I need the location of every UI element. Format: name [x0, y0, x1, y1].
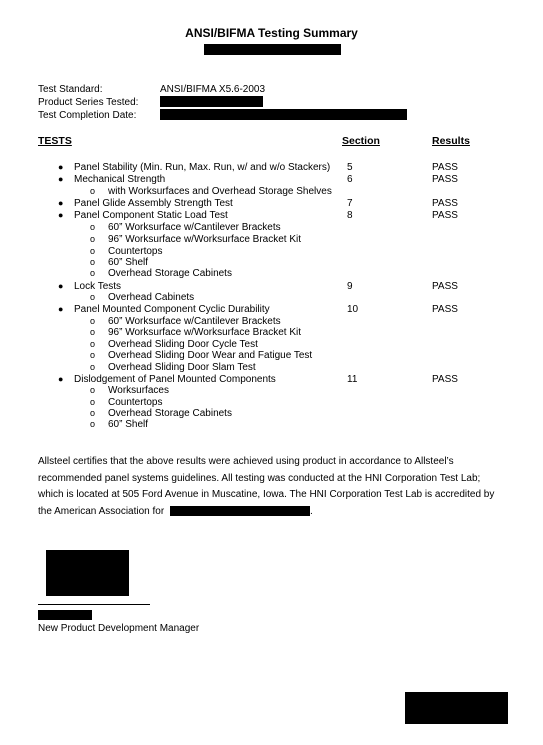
test-subitem-text: Overhead Sliding Door Cycle Test [108, 339, 258, 350]
certification-statement [38, 454, 502, 520]
test-subitem-text: 96” Worksurface w/Worksurface Bracket Kit [108, 327, 302, 338]
test-subitem [0, 327, 543, 339]
test-result: PASS [432, 174, 458, 185]
test-subitem-text: Overhead Cabinets [108, 292, 195, 303]
signer-role: New Product Development Manager [38, 623, 200, 634]
sub-bullet-icon: o [90, 350, 96, 360]
test-subitem [0, 385, 543, 397]
redacted-accreditor [170, 506, 310, 516]
test-row [0, 210, 543, 222]
redacted-footer-block [405, 692, 508, 724]
bullet-icon: ● [58, 162, 64, 172]
redacted-signer-name [38, 610, 92, 620]
sub-bullet-icon: o [90, 362, 96, 372]
sub-bullet-icon: o [90, 234, 96, 244]
bullet-icon: ● [58, 281, 64, 291]
sub-bullet-icon: o [90, 419, 96, 429]
test-result: PASS [432, 198, 458, 209]
sub-bullet-icon: o [90, 257, 96, 267]
test-section: 8 [347, 210, 353, 221]
results-header: Results [432, 135, 470, 147]
sub-bullet-icon: o [90, 397, 96, 407]
sub-bullet-icon: o [90, 268, 96, 278]
test-name: Dislodgement of Panel Mounted Components [74, 374, 276, 385]
redacted-completion-date [160, 109, 407, 120]
test-row [0, 304, 543, 316]
bullet-icon: ● [58, 174, 64, 184]
test-subitem-text: Overhead Storage Cabinets [108, 268, 232, 279]
sub-bullet-icon: o [90, 246, 96, 256]
sub-bullet-icon: o [90, 339, 96, 349]
test-section: 11 [347, 374, 358, 385]
test-name: Mechanical Strength [74, 174, 166, 185]
test-standard-label: Test Standard: [38, 84, 103, 95]
statement-line4-text: the American Association for [38, 505, 165, 517]
sub-bullet-icon: o [90, 316, 96, 326]
test-subitem-text: with Worksurfaces and Overhead Storage Shelves [108, 186, 332, 197]
test-row [0, 162, 543, 174]
test-subitem [0, 292, 543, 304]
completion-date-label: Test Completion Date: [38, 110, 137, 121]
test-subitem-text: Countertops [108, 246, 163, 257]
bullet-icon: ● [58, 304, 64, 314]
test-subitem-text: 60” Worksurface w/Cantilever Brackets [108, 316, 281, 327]
product-series-label: Product Series Tested: [38, 97, 139, 108]
test-subitem [0, 268, 543, 280]
test-subitem-text: 60” Shelf [108, 257, 149, 268]
tests-header: TESTS [38, 135, 72, 147]
statement-line [38, 504, 502, 521]
test-result: PASS [432, 374, 458, 385]
test-subitem-text: 60” Worksurface w/Cantilever Brackets [108, 222, 281, 233]
test-section: 10 [347, 304, 359, 315]
bullet-icon: ● [58, 374, 64, 384]
sub-bullet-icon: o [90, 408, 96, 418]
test-subitem-text: Overhead Sliding Door Wear and Fatigue Test [108, 350, 313, 361]
test-row [0, 174, 543, 186]
test-section: 5 [347, 162, 353, 173]
test-result: PASS [432, 304, 458, 315]
test-section: 9 [347, 281, 353, 292]
bullet-icon: ● [58, 210, 64, 220]
document-title: ANSI/BIFMA Testing Summary [185, 26, 358, 40]
test-row [0, 198, 543, 210]
sub-bullet-icon: o [90, 385, 96, 395]
test-subitem-text: Worksurfaces [108, 385, 169, 396]
test-subitem-text: Overhead Storage Cabinets [108, 408, 232, 419]
sub-bullet-icon: o [90, 222, 96, 232]
test-name: Panel Component Static Load Test [74, 210, 228, 221]
test-subitem [0, 350, 543, 362]
test-subitem-text: 60” Shelf [108, 419, 149, 430]
test-result: PASS [432, 281, 458, 292]
test-subitem [0, 234, 543, 246]
sub-bullet-icon: o [90, 186, 96, 196]
sub-bullet-icon: o [90, 292, 96, 302]
test-section: 6 [347, 174, 353, 185]
redacted-subtitle [204, 44, 341, 55]
test-name: Lock Tests [74, 281, 122, 292]
bullet-icon: ● [58, 198, 64, 208]
test-name: Panel Stability (Min. Run, Max. Run, w/ and w/o Stackers) [74, 162, 331, 173]
test-subitem-text: Overhead Sliding Door Slam Test [108, 362, 256, 373]
test-subitem [0, 222, 543, 234]
section-header: Section [342, 135, 380, 147]
statement-line: which is located at 505 Ford Avenue in Muscatine, Iowa. The HNI Corporation Test Lab is accredited by [38, 489, 495, 500]
test-subitem [0, 362, 543, 374]
signature-line [38, 604, 150, 605]
redacted-product-series [160, 96, 263, 107]
test-section: 7 [347, 198, 353, 209]
test-subitem [0, 419, 543, 431]
test-subitem [0, 186, 543, 198]
test-name: Panel Mounted Component Cyclic Durability [74, 304, 270, 315]
test-result: PASS [432, 210, 458, 221]
statement-period: . [309, 505, 313, 517]
sub-bullet-icon: o [90, 327, 96, 337]
test-standard-value: ANSI/BIFMA X5.6-2003 [160, 84, 266, 95]
test-subitem-text: 96” Worksurface w/Worksurface Bracket Kit [108, 234, 302, 245]
test-result: PASS [432, 162, 458, 173]
test-name: Panel Glide Assembly Strength Test [74, 198, 233, 209]
test-subitem-text: Countertops [108, 397, 163, 408]
statement-line: recommended panel systems guidelines. All testing was conducted at the HNI Corporation Test Lab; [38, 472, 481, 484]
statement-line: Allsteel certifies that the above results were achieved using product in accordance to Allsteel’s [38, 456, 454, 467]
redacted-signature [46, 550, 129, 596]
